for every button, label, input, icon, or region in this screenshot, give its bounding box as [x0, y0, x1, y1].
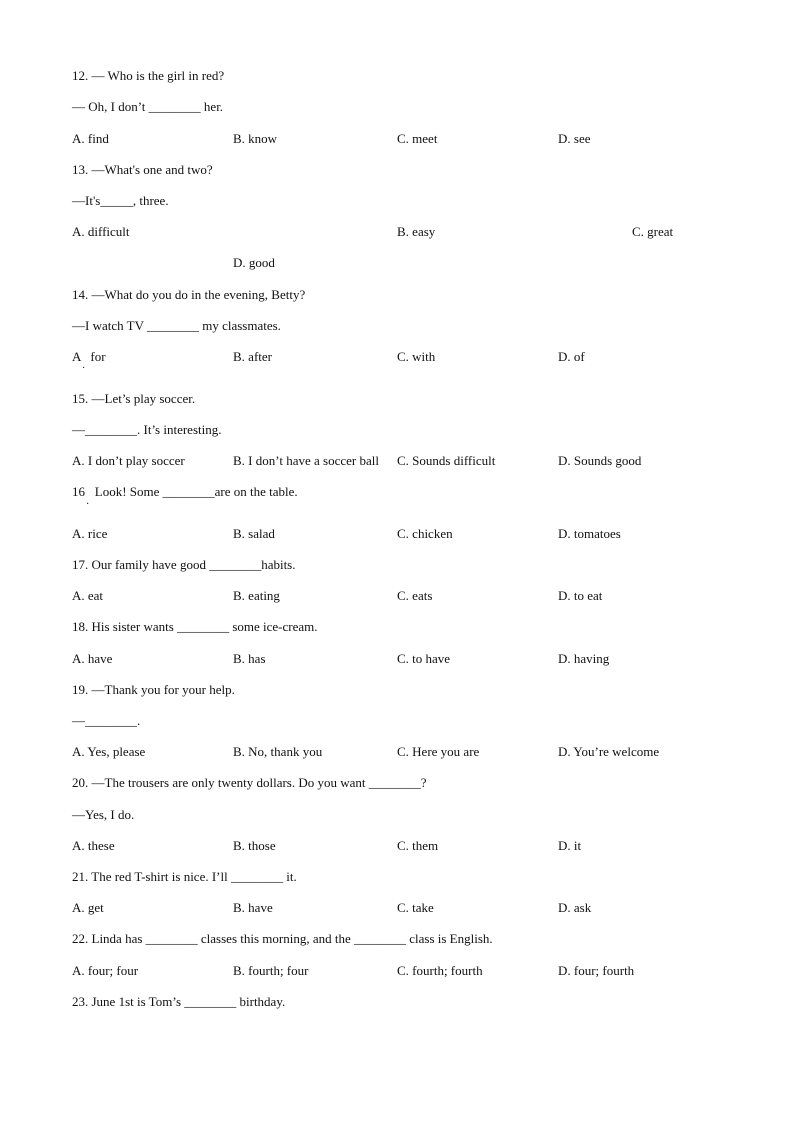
question-12-option-d: D. see [558, 131, 591, 146]
question-19-stem: 19. —Thank you for your help. [72, 682, 235, 697]
question-12-option-c: C. meet [397, 131, 438, 146]
question-21-option-a: A. get [72, 900, 104, 915]
question-16-option-b: B. salad [233, 526, 275, 541]
question-12-option-a: A. find [72, 131, 109, 146]
question-18-option-d: D. having [558, 651, 610, 666]
question-16-option-d: D. tomatoes [558, 526, 621, 541]
question-13-option-c: C. great [632, 224, 674, 239]
question-13-option-a: A. difficult [72, 224, 130, 239]
question-20-reply: —Yes, I do. [72, 807, 135, 822]
question-20-option-d: D. it [558, 838, 582, 853]
question-14-option-a: A for [72, 349, 106, 364]
question-18-option-b: B. has [233, 651, 266, 666]
question-15-reply: —________. It’s interesting. [72, 422, 222, 437]
question-16-stem: 16 Look! Some ________are on the table. [72, 484, 298, 499]
question-21-stem: 21. The red T-shirt is nice. I’ll ________ it. [72, 869, 297, 884]
question-22-option-a: A. four; four [72, 963, 139, 978]
question-21-option-d: D. ask [558, 900, 592, 915]
question-13-stem: 13. —What's one and two? [72, 162, 213, 177]
question-12-option-b: B. know [233, 131, 278, 146]
question-20-stem: 20. —The trousers are only twenty dollars. Do you want ________? [72, 775, 427, 790]
question-22-option-c: C. fourth; fourth [397, 963, 483, 978]
question-17-stem: 17. Our family have good ________habits. [72, 557, 296, 572]
question-15-option-d: D. Sounds good [558, 453, 642, 468]
question-16-option-a: A. rice [72, 526, 108, 541]
question-15-stem: 15. —Let’s play soccer. [72, 391, 196, 406]
question-13-reply: —It's_____, three. [72, 193, 169, 208]
question-15-option-a: A. I don’t play soccer [72, 453, 185, 468]
question-22-option-d: D. four; fourth [558, 963, 635, 978]
question-20-option-a: A. these [72, 838, 115, 853]
question-17-option-a: A. eat [72, 588, 104, 603]
option-a-dot-mark: · [82, 363, 86, 374]
question-19-option-b: B. No, thank you [233, 744, 323, 759]
question-17-option-c: C. eats [397, 588, 433, 603]
question-17-option-b: B. eating [233, 588, 280, 603]
question-22-option-b: B. fourth; four [233, 963, 309, 978]
question-19-reply: —________. [72, 713, 141, 728]
question-18-option-a: A. have [72, 651, 113, 666]
question-21-option-c: C. take [397, 900, 434, 915]
question-22-stem: 22. Linda has ________ classes this morning, and the ________ class is English. [72, 931, 493, 946]
number-dot-mark: · [86, 499, 90, 510]
question-20-option-c: C. them [397, 838, 439, 853]
question-12-reply: — Oh, I don’t ________ her. [72, 99, 224, 114]
question-23-stem: 23. June 1st is Tom’s ________ birthday. [72, 994, 286, 1009]
question-16-option-c: C. chicken [397, 526, 453, 541]
question-14-option-c: C. with [397, 349, 436, 364]
question-19-option-a: A. Yes, please [72, 744, 146, 759]
question-18-stem: 18. His sister wants ________ some ice-cream. [72, 619, 318, 634]
question-15-option-b: B. I don’t have a soccer ball [233, 453, 379, 468]
question-17-option-d: D. to eat [558, 588, 603, 603]
question-19-option-d: D. You’re welcome [558, 744, 660, 759]
question-14-reply: —I watch TV ________ my classmates. [72, 318, 281, 333]
question-14-option-d: D. of [558, 349, 585, 364]
question-21-option-b: B. have [233, 900, 273, 915]
question-18-option-c: C. to have [397, 651, 451, 666]
question-12-stem: 12. — Who is the girl in red? [72, 68, 225, 83]
question-14-option-b: B. after [233, 349, 272, 364]
question-15-option-c: C. Sounds difficult [397, 453, 496, 468]
question-14-stem: 14. —What do you do in the evening, Betty? [72, 287, 306, 302]
question-13-option-d: D. good [233, 255, 275, 270]
question-20-option-b: B. those [233, 838, 276, 853]
question-13-option-b: B. easy [397, 224, 436, 239]
question-19-option-c: C. Here you are [397, 744, 480, 759]
